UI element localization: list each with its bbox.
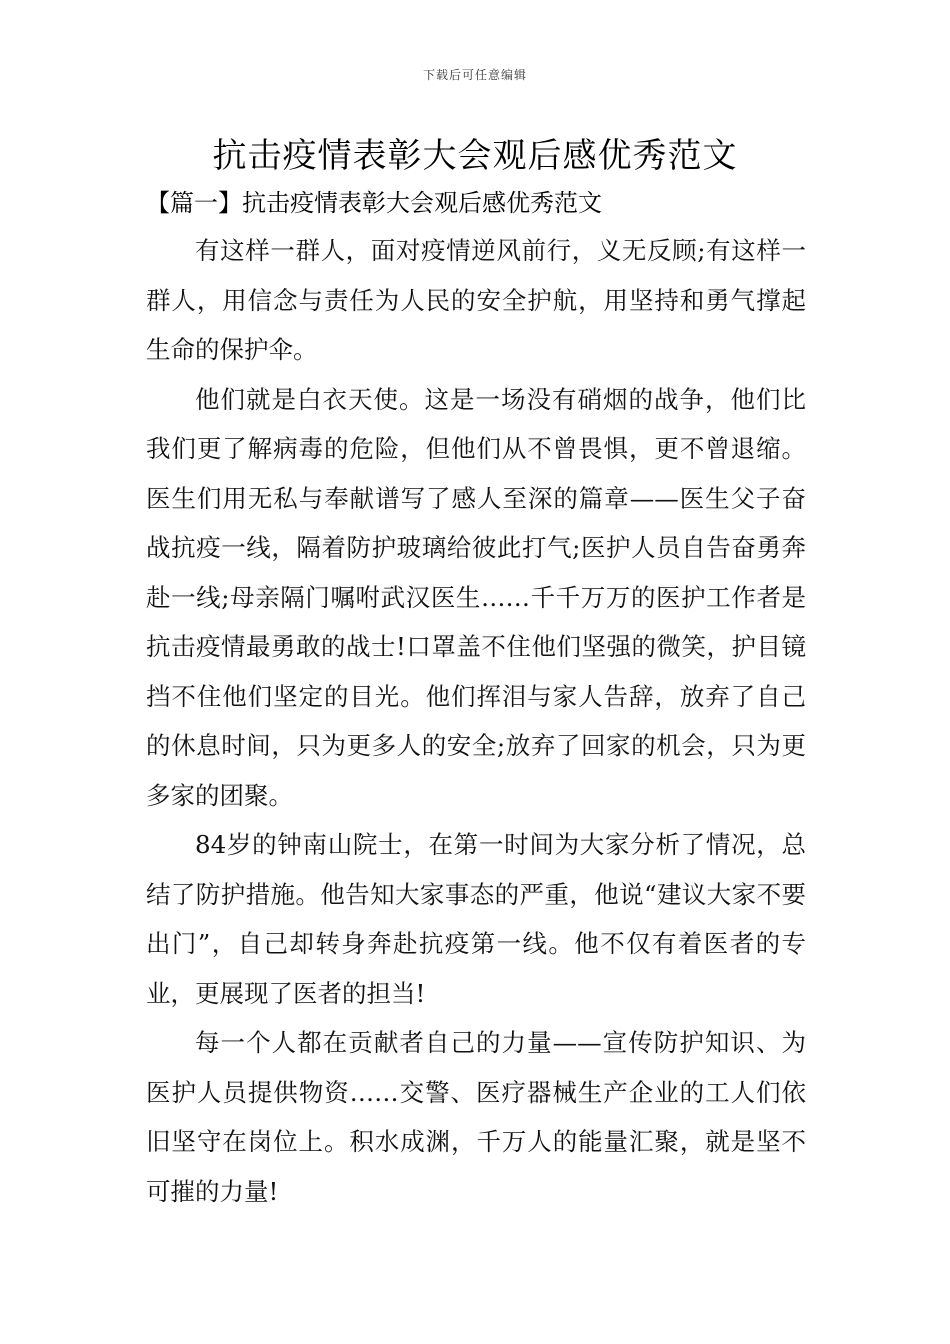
- paragraph: 84岁的钟南山院士，在第一时间为大家分析了情况，总结了防护措施。他告知大家事态的严重，他说“建议大家不要出门”，自己却转身奔赴抗疫第一线。他不仅有着医者的专业，更展现了医者的担当!: [146, 830, 806, 1008]
- paragraph: 每一个人都在贡献者自己的力量——宣传防护知识、为医护人员提供物资……交警、医疗器械生产企业的工人们依旧坚守在岗位上。积水成渊，千万人的能量汇聚，就是坚不可摧的力量!: [146, 1028, 806, 1206]
- document-body: [146, 226, 806, 1216]
- section-heading: 【篇一】抗击疫情表彰大会观后感优秀范文: [146, 189, 602, 217]
- document-title: 抗击疫情表彰大会观后感优秀范文: [212, 136, 738, 176]
- header-note: 下载后可任意编辑: [422, 68, 527, 82]
- paragraph: 有这样一群人，面对疫情逆风前行，义无反顾;有这样一群人，用信念与责任为人民的安全护航，用坚持和勇气撑起生命的保护伞。: [146, 236, 806, 364]
- paragraph: 他们就是白衣天使。这是一场没有硝烟的战争，他们比我们更了解病毒的危险，但他们从不曾畏惧，更不曾退缩。医生们用无私与奉献谱写了感人至深的篇章——医生父子奋战抗疫一线，隔着防护玻璃给彼此打气;医护人员自告奋勇奔赴一线;母亲隔门嘱咐武汉医生……千千万万的医护工作者是抗击疫情最勇敢的战士!口罩盖不住他们坚强的微笑，护目镜挡不住他们坚定的目光。他们挥泪与家人告辞，放弃了自己的休息时间，只为更多人的安全;放弃了回家的机会，只为更多家的团聚。: [146, 384, 806, 810]
